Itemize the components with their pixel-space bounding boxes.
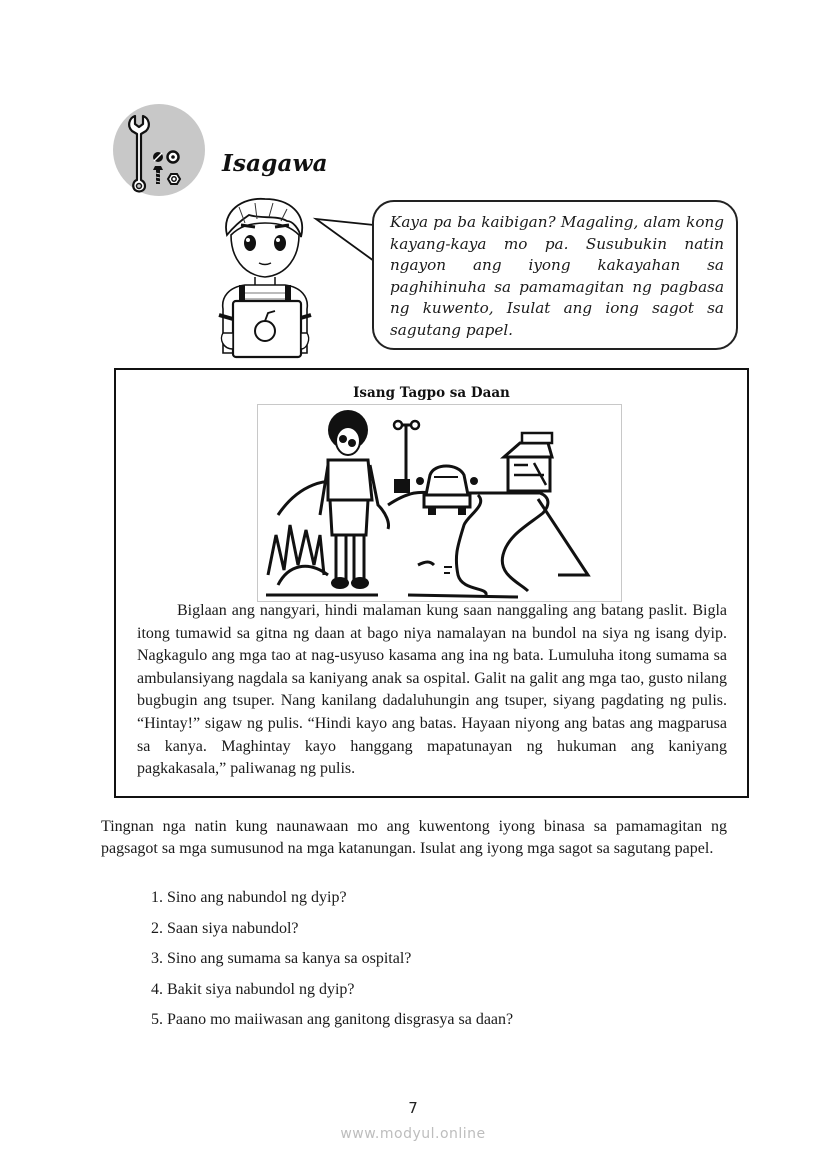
section-title: Isagawa [222, 150, 328, 177]
question-item: 5. Paano mo maiiwasan ang ganitong disgrasya sa daan? [151, 1011, 514, 1028]
question-item: 4. Bakit siya nabundol ng dyip? [151, 980, 355, 998]
story-body [137, 600, 727, 781]
story-title: Isang Tagpo sa Daan [353, 385, 510, 401]
speech-bubble [372, 200, 738, 350]
question-item: 3. Sino ang sumama sa kanya sa ospital? [151, 950, 412, 967]
story-paragraph: Biglaan ang nangyari, hindi malaman kung saan nanggaling ang batang paslit. Bigla itong tumawid sa gitna ng daan at bago niya namalayan na bundol na siya ng isang dyip. Nagkagulo ang mga tao at nag-usyuso kasama ang ina ng bata. Lumuluha itong sumama sa ambulansiyang nagdala sa kaniyang anak sa ospital. Galit na galit ang mga tao, gusto nilang bugbugin ang tsuper. Nang kanilang dadaluhungin ang tsuper, siyang pagdating ng pulis. “Hintay!” sigaw ng pulis. “Hindi kayo ang batas. Hayaan niyong ang batas ang magparusa sa kanya. Maghintay kayo hanggang mapatunayan ng hukuman ang kaniyang pagkakasala,” paliwanag ng pulis. [137, 602, 727, 778]
boy-holding-tablet-illustration [205, 193, 325, 363]
questions-list [151, 887, 513, 1040]
instructions-text: Tingnan nga natin kung naunawaan mo ang kuwentong iyong binasa sa pamamagitan ng pagsagot sa mga sumusunod na mga katanungan. Isulat ang iyong mga sagot sa sagutang papel. [101, 818, 727, 858]
wrench-and-bolts-icon [113, 104, 205, 196]
watermark: www.modyul.online [340, 1126, 486, 1142]
question-item: 2. Saan siya nabundol? [151, 919, 299, 937]
boy-on-road-with-car-illustration [257, 404, 622, 602]
question-item: 1. Sino ang nabundol ng dyip? [151, 889, 347, 906]
speech-bubble-text: Kaya pa ba kaibigan? Magaling, alam kong kayang-kaya mo pa. Susubukin natin ngayon ang iyong kakayahan sa paghihinuha sa pamamagitan ng pagbasa ng kuwento, Isulat ang iong sagot sa sagutang papel. [390, 213, 724, 339]
story-box [114, 368, 749, 798]
page-number: 7 [408, 1099, 418, 1117]
